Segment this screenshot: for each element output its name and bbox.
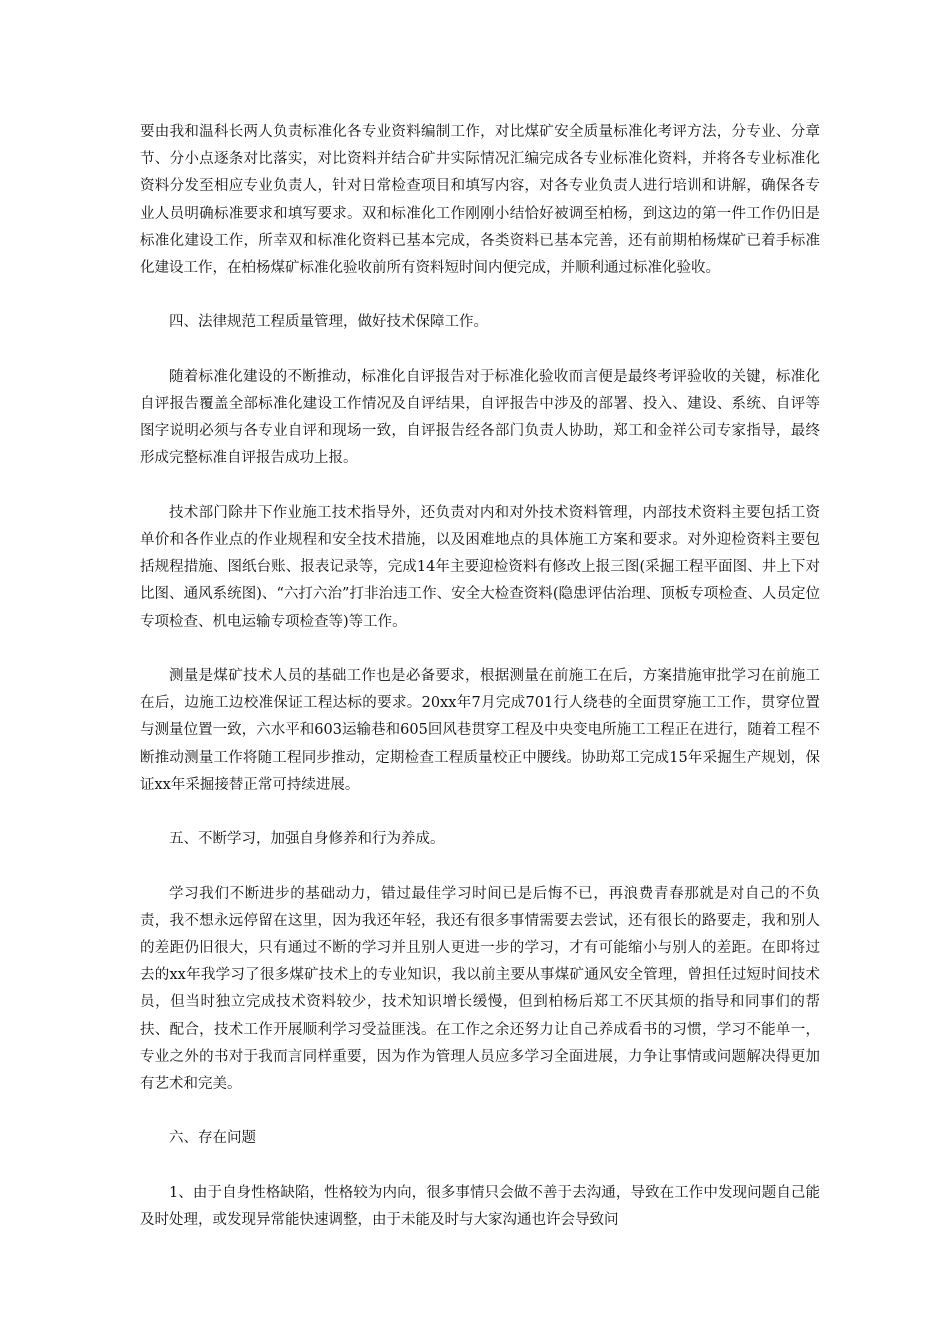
section-heading-6: 六、存在问题 xyxy=(169,1130,256,1147)
section-heading-5: 五、不断学习，加强自身修养和行为养成。 xyxy=(169,831,445,848)
paragraph-self-assessment-report: 随着标准化建设的不断推动，标准化自评报告对于标准化验收而言便是最终考评验收的关键，标准化自评报告覆盖全部标准化建设工作情况及自评结果，自评报告中涉及的部署、投入、建设、系统、自评等图字说明必须与各专业自评和现场一致，自评报告经各部门负责人协助，郑工和金祥公司专家指导，最终形成完整标准自评报告成功上报。 xyxy=(140,368,820,467)
section-heading-4: 四、法律规范工程质量管理，做好技术保障工作。 xyxy=(169,314,488,331)
paragraph-technical-documents: 技术部门除井下作业施工技术指导外，还负责对内和对外技术资料管理，内部技术资料主要包括工资单价和各作业点的作业规程和安全技术措施，以及困难地点的具体施工方案和要求。对外迎检资料主要包括规程措施、图纸台账、报表记录等，完成14年主要迎检资料有修改上报三图(采掘工程平面图、井上下对比图、通风系统图)、“六打六治”打非治违工作、安全大检查资料(隐患评估治理、顶板专项检查、人员定位专项检查、机电运输专项检查等)等工作。 xyxy=(140,504,820,630)
document-page xyxy=(140,119,820,1234)
paragraph-standardization-materials: 要由我和温科长两人负责标准化各专业资料编制工作，对比煤矿安全质量标准化考评方法，分专业、分章节、分小点逐条对比落实，对比资料并结合矿井实际情况汇编完成各专业标准化资料，并将各专业标准化资料分发至相应专业负责人，针对日常检查项目和填写内容，对各专业负责人进行培训和讲解，确保各专业人员明确标准要求和填写要求。双和标准化工作刚刚小结恰好被调至柏杨，到这边的第一件工作仍旧是标准化建设工作，所幸双和标准化资料已基本完成，各类资料已基本完善，还有前期柏杨煤矿已着手标准化建设工作，在柏杨煤矿标准化验收前所有资料短时间内便完成，并顺利通过标准化验收。 xyxy=(140,124,820,277)
paragraph-learning: 学习我们不断进步的基础动力，错过最佳学习时间已是后悔不已，再浪费青春那就是对自己的不负责，我不想永远停留在这里，因为我还年轻，我还有很多事情需要去尝试，还有很长的路要走，我和别人的差距仍旧很大，只有通过不断的学习并且别人更进一步的学习，才有可能缩小与别人的差距。在即将过去的xx年我学习了很多煤矿技术上的专业知识，我以前主要从事煤矿通风安全管理，曾担任过短时间技术员，但当时独立完成技术资料较少，技术知识增长缓慢，但到柏杨后郑工不厌其烦的指导和同事们的帮扶、配合，技术工作开展顺利学习受益匪浅。在工作之余还努力让自己养成看书的习惯，学习不能单一，专业之外的书对于我而言同样重要，因为作为管理人员应多学习全面进展，力争让事情或问题解决得更加有艺术和完美。 xyxy=(140,885,820,1093)
paragraph-surveying: 测量是煤矿技术人员的基础工作也是必备要求，根据测量在前施工在后，方案措施审批学习在前施工在后，边施工边校准保证工程达标的要求。20xx年7月完成701行人绕巷的全面贯穿施工工作，贯穿位置与测量位置一致，六水平和603运输巷和605回风巷贯穿工程及中央变电所施工工程正在进行，随着工程不断推动测量工作将随工程同步推动，定期检查工程质量校正中腰线。协助郑工完成15年采掘生产规划，保证xx年采掘接替正常可持续进展。 xyxy=(140,668,820,793)
paragraph-problem-1: 1、由于自身性格缺陷，性格较为内向，很多事情只会做不善于去沟通，导致在工作中发现问题自己能及时处理，或发现异常能快速调整，由于未能及时与大家沟通也许会导致问 xyxy=(140,1184,820,1228)
